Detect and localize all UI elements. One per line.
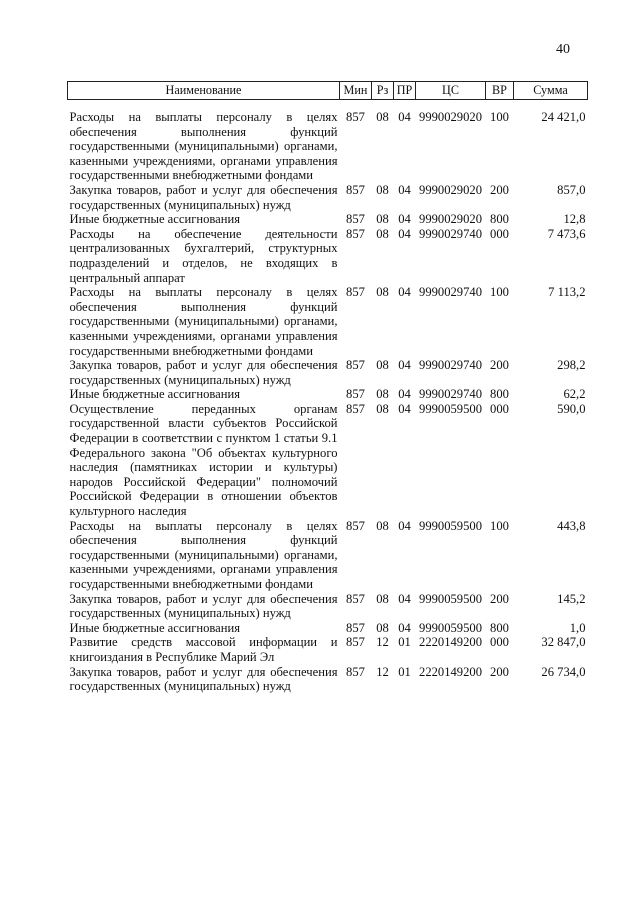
page-number: 40	[556, 42, 570, 57]
header-vr: ВР	[486, 82, 514, 100]
cell-rz: 08	[376, 591, 389, 606]
cell-pr: 04	[398, 620, 411, 635]
cell-sum: 12,8	[563, 212, 586, 227]
table-row	[68, 285, 588, 358]
cell-vr: 000	[490, 401, 509, 416]
cell-sum: 7 113,2	[548, 285, 586, 300]
cell-vr: 800	[490, 212, 509, 227]
cell-rz: 12	[376, 635, 389, 650]
header-row	[68, 82, 588, 100]
cell-name: Иные бюджетные ассигнования	[69, 620, 241, 635]
cell-sum: 62,2	[563, 387, 586, 402]
cell-pr: 01	[398, 664, 411, 679]
table-row	[68, 635, 588, 664]
table-row	[68, 227, 588, 285]
cell-sum: 1,0	[569, 620, 586, 635]
header-sum: Сумма	[514, 82, 588, 100]
cell-min: 857	[346, 285, 365, 300]
cell-name: Расходы на выплаты персоналу в целях обеспечения выполнения функций государственными (муниципальными) органами, казенными учреждениями, органами управления государственными внебюджетными фондами	[69, 110, 338, 183]
cell-pr: 01	[398, 635, 411, 650]
header-rz: Рз	[372, 82, 394, 100]
cell-pr: 04	[398, 182, 411, 197]
cell-vr: 100	[490, 110, 509, 124]
cell-rz: 08	[376, 182, 389, 197]
cell-pr: 04	[398, 285, 411, 300]
cell-name: Развитие средств массовой информации и книгоиздания в Республике Марий Эл	[69, 635, 338, 664]
cell-cs: 9990029020	[419, 182, 482, 197]
header-min: Мин	[340, 82, 372, 100]
cell-vr: 000	[490, 226, 509, 241]
cell-cs: 2220149200	[419, 635, 482, 650]
cell-min: 857	[346, 212, 365, 227]
cell-rz: 08	[376, 387, 389, 402]
cell-min: 857	[346, 387, 365, 402]
cell-min: 857	[346, 635, 365, 650]
cell-sum: 7 473,6	[547, 226, 586, 241]
table-row	[68, 665, 588, 694]
cell-cs: 9990059500	[419, 591, 482, 606]
cell-min: 857	[346, 358, 365, 373]
cell-cs: 9990059500	[419, 620, 482, 635]
table-row	[68, 402, 588, 519]
cell-sum: 857,0	[557, 182, 586, 197]
cell-sum: 145,2	[557, 591, 586, 606]
table-row	[68, 592, 588, 621]
cell-cs: 9990029020	[419, 110, 482, 124]
cell-pr: 04	[398, 401, 411, 416]
cell-pr: 04	[398, 518, 411, 533]
cell-min: 857	[346, 110, 365, 124]
cell-cs: 2220149200	[419, 664, 482, 679]
cell-name: Расходы на обеспечение деятельности централизованных бухгалтерий, структурных подразделений и отделов, не входящих в центральный аппарат	[69, 226, 338, 285]
table-row	[68, 183, 588, 212]
cell-vr: 800	[490, 387, 509, 402]
cell-min: 857	[346, 518, 365, 533]
table-header	[68, 82, 588, 100]
table-row	[68, 387, 588, 402]
table-row	[68, 621, 588, 636]
cell-rz: 08	[376, 518, 389, 533]
table-body	[68, 100, 588, 694]
cell-name: Закупка товаров, работ и услуг для обеспечения государственных (муниципальных) нужд	[69, 591, 338, 621]
cell-rz: 08	[376, 358, 389, 373]
cell-name: Закупка товаров, работ и услуг для обеспечения государственных (муниципальных) нужд	[69, 182, 338, 212]
table-row	[68, 212, 588, 227]
cell-cs: 9990029740	[419, 226, 482, 241]
cell-rz: 12	[376, 664, 389, 679]
cell-cs: 9990029740	[419, 387, 482, 402]
cell-min: 857	[346, 401, 365, 416]
cell-cs: 9990059500	[419, 518, 482, 533]
cell-min: 857	[346, 182, 365, 197]
cell-name: Иные бюджетные ассигнования	[69, 212, 241, 227]
cell-sum: 26 734,0	[541, 664, 586, 679]
cell-vr: 100	[490, 518, 509, 533]
header-name: Наименование	[68, 82, 340, 100]
cell-sum: 590,0	[557, 401, 586, 416]
cell-rz: 08	[376, 110, 389, 124]
cell-vr: 200	[490, 664, 509, 679]
cell-cs: 9990029740	[419, 285, 482, 300]
cell-min: 857	[346, 664, 365, 679]
cell-name: Иные бюджетные ассигнования	[69, 387, 241, 402]
table-row	[68, 100, 588, 183]
cell-name: Закупка товаров, работ и услуг для обеспечения государственных (муниципальных) нужд	[69, 358, 338, 387]
cell-vr: 200	[490, 591, 509, 606]
header-pr: ПР	[394, 82, 416, 100]
cell-vr: 200	[490, 182, 509, 197]
budget-table	[67, 81, 588, 694]
cell-pr: 04	[398, 591, 411, 606]
cell-vr: 100	[490, 285, 509, 300]
cell-cs: 9990059500	[419, 401, 482, 416]
cell-name: Расходы на выплаты персоналу в целях обеспечения выполнения функций государственными (муниципальными) органами, казенными учреждениями, органами управления государственными внебюджетными фондами	[69, 285, 338, 358]
cell-pr: 04	[398, 226, 411, 241]
cell-pr: 04	[398, 358, 411, 373]
cell-min: 857	[346, 591, 365, 606]
table-row	[68, 519, 588, 592]
cell-name: Закупка товаров, работ и услуг для обеспечения государственных (муниципальных) нужд	[69, 664, 338, 694]
cell-sum: 443,8	[557, 518, 586, 533]
cell-rz: 08	[376, 285, 389, 300]
cell-rz: 08	[376, 401, 389, 416]
cell-pr: 04	[398, 110, 411, 124]
cell-sum: 32 847,0	[541, 635, 586, 650]
cell-rz: 08	[376, 620, 389, 635]
cell-cs: 9990029020	[419, 212, 482, 227]
header-cs: ЦС	[416, 82, 486, 100]
cell-min: 857	[346, 226, 365, 241]
cell-name: Осуществление переданных органам государственной власти субъектов Российской Федерации в соответствии с пунктом 1 статьи 9.1 Федерального закона "Об объектах культурного наследия (памятниках истории и культуры) народов Российской Федерации" полномочий Российской Федерации в отношении объектов культурного наследия	[69, 401, 338, 519]
cell-cs: 9990029740	[419, 358, 482, 373]
cell-min: 857	[346, 620, 365, 635]
cell-rz: 08	[376, 212, 389, 227]
cell-pr: 04	[398, 387, 411, 402]
cell-vr: 800	[490, 620, 509, 635]
cell-pr: 04	[398, 212, 411, 227]
cell-vr: 000	[490, 635, 509, 650]
cell-sum: 24 421,0	[541, 110, 586, 124]
cell-rz: 08	[376, 226, 389, 241]
table-row	[68, 358, 588, 387]
cell-sum: 298,2	[557, 358, 586, 373]
cell-vr: 200	[490, 358, 509, 373]
cell-name: Расходы на выплаты персоналу в целях обеспечения выполнения функций государственными (муниципальными) органами, казенными учреждениями, органами управления государственными внебюджетными фондами	[69, 518, 338, 591]
